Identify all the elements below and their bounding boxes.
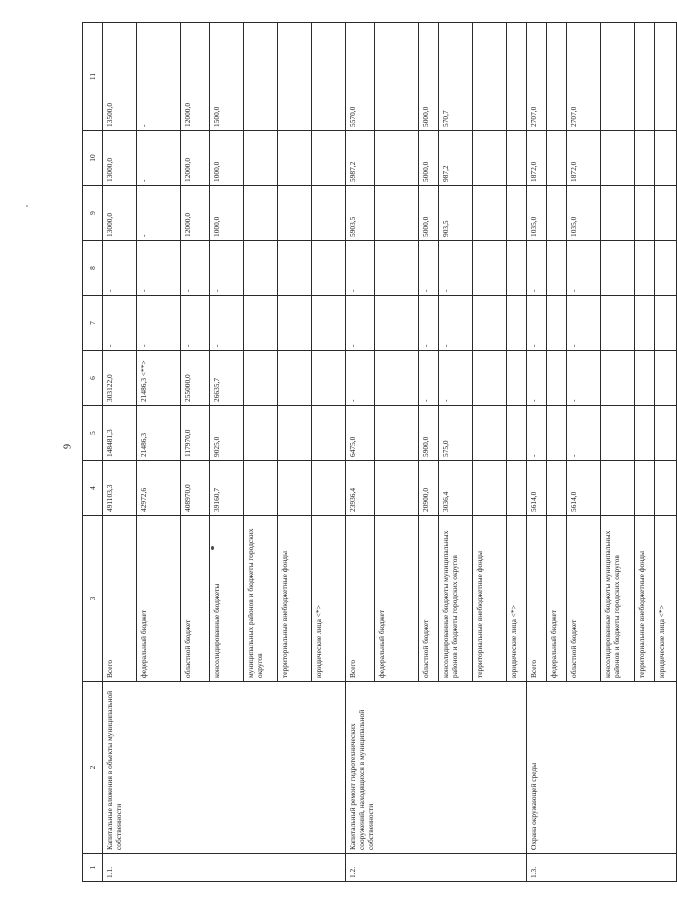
amount-cell bbox=[507, 186, 527, 241]
amount-cell: 13000,0 bbox=[103, 186, 137, 241]
amount-cell bbox=[547, 131, 567, 186]
column-number: 6 bbox=[83, 351, 103, 406]
item-number: 1.3. bbox=[527, 854, 677, 882]
amount-cell: 26635,7 bbox=[210, 351, 244, 406]
column-number: 4 bbox=[83, 461, 103, 516]
amount-cell: 39160,7 bbox=[210, 461, 244, 516]
amount-cell: 5903,5 bbox=[346, 186, 375, 241]
amount-cell: 5900,0 bbox=[419, 406, 439, 461]
amount-cell: 20900,0 bbox=[419, 461, 439, 516]
amount-cell: 2707,0 bbox=[527, 23, 547, 131]
amount-cell: 21486,3 bbox=[137, 406, 181, 461]
amount-cell: 5000,0 bbox=[419, 23, 439, 131]
amount-cell: 570,7 bbox=[439, 23, 473, 131]
funding-source: консолидированные бюджеты bbox=[210, 516, 244, 682]
amount-cell bbox=[278, 241, 312, 296]
amount-cell: 3036,4 bbox=[439, 461, 473, 516]
amount-cell: - bbox=[567, 351, 601, 406]
table-row bbox=[103, 23, 137, 882]
amount-cell bbox=[473, 296, 507, 351]
amount-cell bbox=[375, 131, 419, 186]
item-title: Капитальный ремонт гидротехнических сооружений, находящихся в муниципальной собственности bbox=[346, 682, 527, 854]
item-title: Охрана окружающей среды bbox=[527, 682, 677, 854]
amount-cell bbox=[375, 406, 419, 461]
column-number: 7 bbox=[83, 296, 103, 351]
amount-cell bbox=[507, 23, 527, 131]
column-number: 10 bbox=[83, 131, 103, 186]
funding-source: консолидированные бюджеты муниципальных районов и бюджеты городских округов bbox=[439, 516, 473, 682]
amount-cell bbox=[278, 23, 312, 131]
amount-cell: - bbox=[419, 296, 439, 351]
amount-cell: 42972,6 bbox=[137, 461, 181, 516]
column-number: 11 bbox=[83, 23, 103, 131]
amount-cell: 903,5 bbox=[439, 186, 473, 241]
amount-cell bbox=[244, 296, 278, 351]
amount-cell bbox=[635, 186, 655, 241]
funding-source: областной бюджет bbox=[181, 516, 210, 682]
column-number: 1 bbox=[83, 854, 103, 882]
amount-cell bbox=[655, 461, 677, 516]
rotated-table-container bbox=[82, 23, 666, 882]
amount-cell bbox=[601, 406, 635, 461]
amount-cell bbox=[635, 461, 655, 516]
amount-cell: 21486,3 <**> bbox=[137, 351, 181, 406]
funding-source: Всего bbox=[527, 516, 547, 682]
amount-cell bbox=[547, 461, 567, 516]
amount-cell bbox=[375, 351, 419, 406]
amount-cell bbox=[601, 351, 635, 406]
amount-cell bbox=[655, 241, 677, 296]
column-number: 8 bbox=[83, 241, 103, 296]
amount-cell bbox=[507, 296, 527, 351]
amount-cell: 12000,0 bbox=[181, 131, 210, 186]
amount-cell bbox=[547, 241, 567, 296]
amount-cell bbox=[601, 296, 635, 351]
amount-cell: 9025,0 bbox=[210, 406, 244, 461]
amount-cell: 13500,0 bbox=[103, 23, 137, 131]
amount-cell: 1500,0 bbox=[210, 23, 244, 131]
amount-cell: 6475,0 bbox=[346, 406, 375, 461]
funding-source: федеральный бюджет bbox=[137, 516, 181, 682]
amount-cell bbox=[473, 406, 507, 461]
item-title: Капитальные вложения в объекты муниципальной собственности bbox=[103, 682, 346, 854]
amount-cell bbox=[507, 241, 527, 296]
amount-cell: - bbox=[439, 296, 473, 351]
amount-cell: - bbox=[527, 406, 547, 461]
amount-cell bbox=[655, 23, 677, 131]
amount-cell bbox=[601, 461, 635, 516]
amount-cell: 5614,0 bbox=[527, 461, 547, 516]
amount-cell: - bbox=[137, 241, 181, 296]
amount-cell: 575,0 bbox=[439, 406, 473, 461]
amount-cell bbox=[375, 186, 419, 241]
amount-cell bbox=[473, 186, 507, 241]
amount-cell: - bbox=[210, 296, 244, 351]
amount-cell bbox=[244, 461, 278, 516]
amount-cell: - bbox=[137, 23, 181, 131]
amount-cell: 1035,0 bbox=[527, 186, 547, 241]
amount-cell: - bbox=[181, 241, 210, 296]
amount-cell bbox=[601, 23, 635, 131]
amount-cell: - bbox=[346, 351, 375, 406]
amount-cell: 12000,0 bbox=[181, 23, 210, 131]
amount-cell bbox=[655, 296, 677, 351]
amount-cell: 5000,0 bbox=[419, 131, 439, 186]
amount-cell bbox=[473, 23, 507, 131]
amount-cell: - bbox=[419, 241, 439, 296]
amount-cell bbox=[278, 131, 312, 186]
amount-cell bbox=[655, 406, 677, 461]
amount-cell bbox=[244, 131, 278, 186]
funding-source: территориальные внебюджетные фонды bbox=[635, 516, 655, 682]
amount-cell bbox=[278, 296, 312, 351]
funding-source: муниципальных районов и бюджеты городских округов bbox=[244, 516, 278, 682]
funding-source: Всего bbox=[346, 516, 375, 682]
funding-source: областной бюджет bbox=[567, 516, 601, 682]
amount-cell: - bbox=[346, 296, 375, 351]
amount-cell: - bbox=[137, 296, 181, 351]
amount-cell bbox=[375, 23, 419, 131]
table-row bbox=[527, 23, 547, 882]
amount-cell: 1872,0 bbox=[527, 131, 547, 186]
column-number: 2 bbox=[83, 682, 103, 854]
amount-cell: - bbox=[103, 296, 137, 351]
item-number: 1.2. bbox=[346, 854, 527, 882]
amount-cell bbox=[312, 351, 346, 406]
amount-cell bbox=[507, 406, 527, 461]
funding-table bbox=[82, 22, 677, 882]
amount-cell bbox=[473, 351, 507, 406]
amount-cell: 2707,0 bbox=[567, 23, 601, 131]
amount-cell: - bbox=[137, 131, 181, 186]
amount-cell bbox=[635, 296, 655, 351]
amount-cell bbox=[278, 461, 312, 516]
funding-source: юридические лица <*> bbox=[655, 516, 677, 682]
amount-cell bbox=[635, 351, 655, 406]
amount-cell: - bbox=[567, 241, 601, 296]
funding-source: территориальные внебюджетные фонды bbox=[473, 516, 507, 682]
table-row bbox=[346, 23, 375, 882]
amount-cell: - bbox=[527, 296, 547, 351]
amount-cell: - bbox=[527, 351, 547, 406]
amount-cell: 148481,3 bbox=[103, 406, 137, 461]
amount-cell bbox=[547, 23, 567, 131]
funding-source: консолидированные бюджеты муниципальных районов и бюджеты городских округов bbox=[601, 516, 635, 682]
amount-cell bbox=[244, 23, 278, 131]
amount-cell bbox=[473, 241, 507, 296]
amount-cell bbox=[312, 131, 346, 186]
amount-cell: - bbox=[419, 351, 439, 406]
scan-mark bbox=[211, 546, 214, 550]
amount-cell: 13000,0 bbox=[103, 131, 137, 186]
amount-cell bbox=[635, 23, 655, 131]
column-number: 3 bbox=[83, 516, 103, 682]
funding-source: областной бюджет bbox=[419, 516, 439, 682]
amount-cell: 5987,2 bbox=[346, 131, 375, 186]
amount-cell bbox=[635, 131, 655, 186]
amount-cell: 1872,0 bbox=[567, 131, 601, 186]
amount-cell bbox=[473, 461, 507, 516]
amount-cell bbox=[507, 461, 527, 516]
amount-cell bbox=[601, 131, 635, 186]
amount-cell bbox=[278, 186, 312, 241]
amount-cell bbox=[507, 351, 527, 406]
amount-cell bbox=[375, 241, 419, 296]
amount-cell bbox=[312, 296, 346, 351]
funding-source: федеральный бюджет bbox=[547, 516, 567, 682]
amount-cell: 117970,0 bbox=[181, 406, 210, 461]
scan-mark bbox=[26, 205, 28, 207]
amount-cell bbox=[312, 186, 346, 241]
amount-cell bbox=[547, 406, 567, 461]
amount-cell bbox=[601, 186, 635, 241]
amount-cell bbox=[547, 186, 567, 241]
amount-cell bbox=[244, 241, 278, 296]
amount-cell bbox=[547, 351, 567, 406]
column-number: 5 bbox=[83, 406, 103, 461]
amount-cell: - bbox=[103, 241, 137, 296]
amount-cell bbox=[655, 186, 677, 241]
amount-cell bbox=[312, 23, 346, 131]
funding-source: Всего bbox=[103, 516, 137, 682]
amount-cell: 255000,0 bbox=[181, 351, 210, 406]
amount-cell: - bbox=[137, 186, 181, 241]
amount-cell bbox=[507, 131, 527, 186]
amount-cell: 5570,0 bbox=[346, 23, 375, 131]
amount-cell bbox=[375, 296, 419, 351]
amount-cell bbox=[655, 351, 677, 406]
amount-cell bbox=[244, 186, 278, 241]
column-number-row bbox=[83, 23, 103, 882]
amount-cell: - bbox=[567, 406, 601, 461]
amount-cell: - bbox=[567, 296, 601, 351]
amount-cell: - bbox=[439, 241, 473, 296]
amount-cell: - bbox=[527, 241, 547, 296]
amount-cell: - bbox=[346, 241, 375, 296]
amount-cell bbox=[278, 406, 312, 461]
amount-cell: 1000,0 bbox=[210, 186, 244, 241]
amount-cell bbox=[601, 241, 635, 296]
amount-cell: 408970,0 bbox=[181, 461, 210, 516]
amount-cell: 12000,0 bbox=[181, 186, 210, 241]
amount-cell bbox=[473, 131, 507, 186]
funding-source: юридические лица <*> bbox=[312, 516, 346, 682]
amount-cell bbox=[312, 406, 346, 461]
amount-cell: - bbox=[210, 241, 244, 296]
amount-cell bbox=[244, 406, 278, 461]
amount-cell: - bbox=[181, 296, 210, 351]
page-number: 9 bbox=[62, 444, 74, 449]
item-number: 1.1. bbox=[103, 854, 346, 882]
amount-cell bbox=[655, 131, 677, 186]
amount-cell bbox=[278, 351, 312, 406]
amount-cell: 491103,3 bbox=[103, 461, 137, 516]
amount-cell bbox=[312, 461, 346, 516]
amount-cell: 5000,0 bbox=[419, 186, 439, 241]
amount-cell: 5614,0 bbox=[567, 461, 601, 516]
amount-cell bbox=[375, 461, 419, 516]
amount-cell: 1035,0 bbox=[567, 186, 601, 241]
amount-cell: 23936,4 bbox=[346, 461, 375, 516]
amount-cell bbox=[547, 296, 567, 351]
funding-source: юридические лица <*> bbox=[507, 516, 527, 682]
amount-cell: 303122,0 bbox=[103, 351, 137, 406]
funding-source: федеральный бюджет bbox=[375, 516, 419, 682]
amount-cell bbox=[312, 241, 346, 296]
amount-cell: - bbox=[439, 351, 473, 406]
column-number: 9 bbox=[83, 186, 103, 241]
amount-cell bbox=[635, 241, 655, 296]
amount-cell bbox=[635, 406, 655, 461]
amount-cell: 987,2 bbox=[439, 131, 473, 186]
amount-cell bbox=[244, 351, 278, 406]
amount-cell: 1000,0 bbox=[210, 131, 244, 186]
funding-source: территориальные внебюджетные фонды bbox=[278, 516, 312, 682]
